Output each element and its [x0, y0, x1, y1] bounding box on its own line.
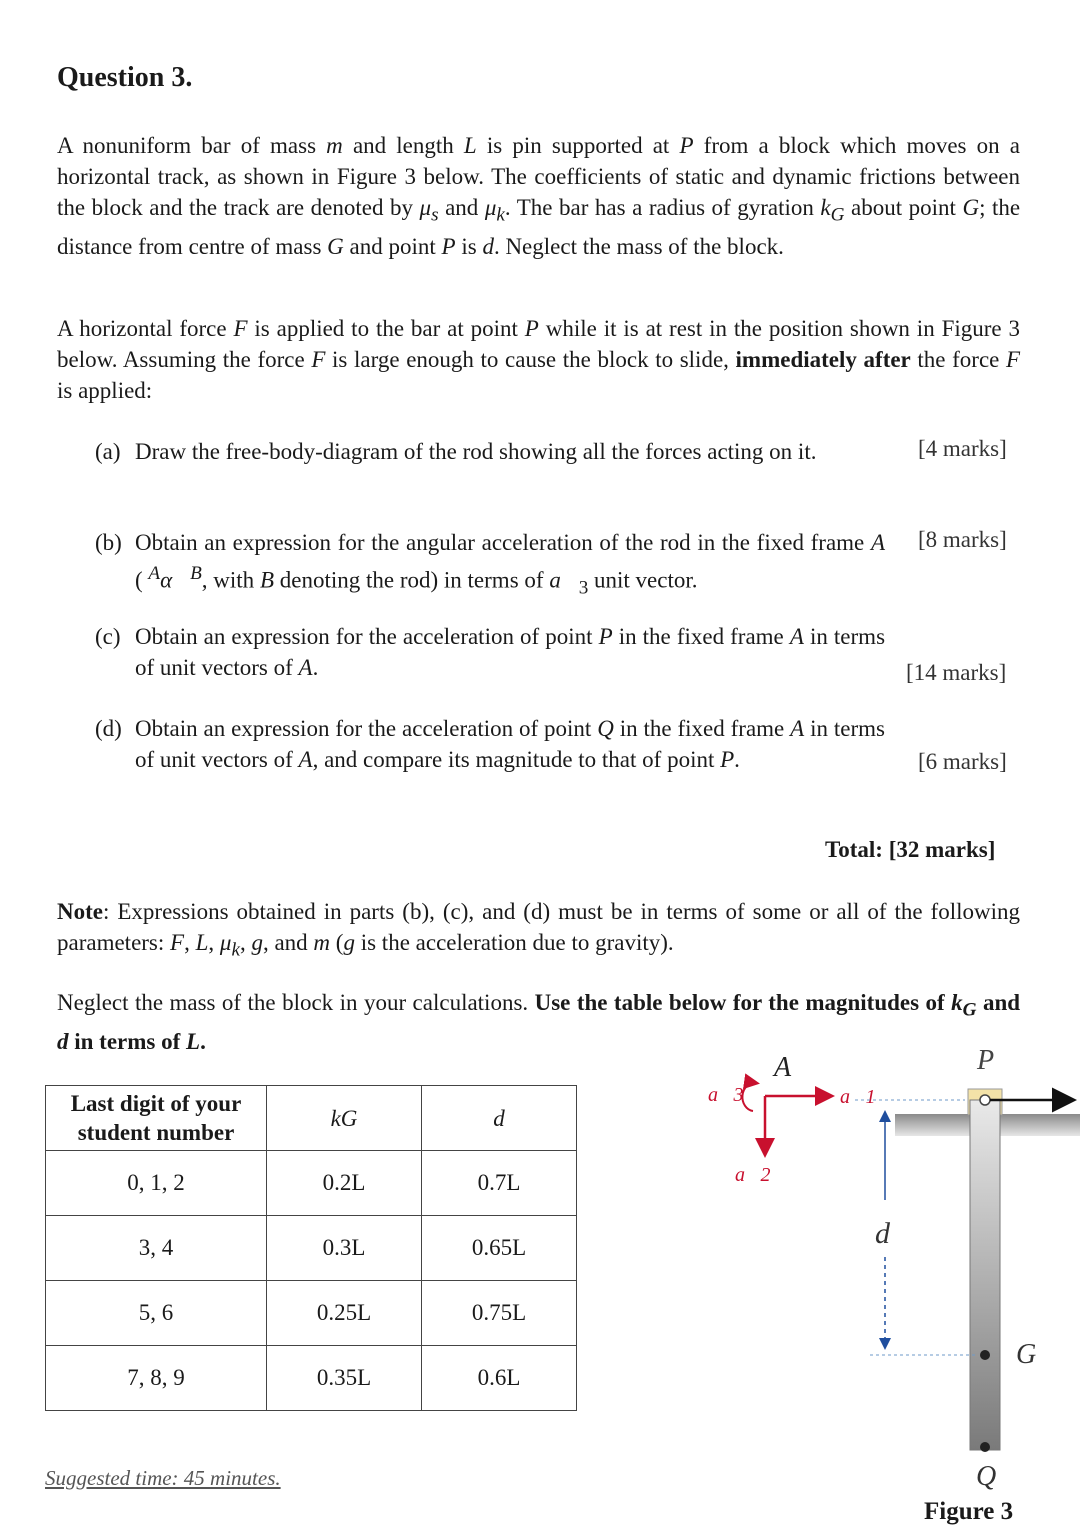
tip-label: Q — [976, 1461, 997, 1492]
parameter-table — [45, 1085, 577, 1411]
table-cell: 5, 6 — [46, 1281, 267, 1346]
header-d: d — [422, 1086, 577, 1151]
part-c-marks: [14 marks] — [906, 660, 1007, 685]
a3-rotation-arc — [742, 1083, 756, 1111]
note-paragraph: Note: Expressions obtained in parts (b), (c), and (d) must be in terms of some or all of the following parameters: F, L, $\mu_k$, g, and m (g is the acceleration due to gravity). — [57, 899, 1020, 961]
question-title: Question 3. — [57, 62, 193, 93]
table-cell: 0.25L — [267, 1281, 422, 1346]
part-a: (a) Draw the free-body-diagram of the rod showing all the forces acting on it. — [95, 439, 817, 464]
table-cell: 7, 8, 9 — [46, 1346, 267, 1411]
table-cell: 0.65L — [422, 1216, 577, 1281]
table-cell: 0.6L — [422, 1346, 577, 1411]
part-d-marks: [6 marks] — [918, 749, 1007, 774]
total-marks: Total: [32 marks] — [825, 837, 996, 862]
point-q — [980, 1442, 990, 1452]
table-cell: 0, 1, 2 — [46, 1151, 267, 1216]
figure-caption: Figure 3 — [924, 1498, 1014, 1525]
part-a-marks: [4 marks] — [918, 436, 1007, 461]
neglect-paragraph: Neglect the mass of the block in your calculations. Use the table below for the magnitudes of $k_G$ and d in terms of L. — [57, 990, 1021, 1054]
table-row — [46, 1151, 577, 1216]
table-row — [46, 1216, 577, 1281]
part-d: (d) Obtain an expression for the acceleration of point Q in the fixed frame A in terms of unit vectors of A, and compare its magnitude to that of point P. — [95, 716, 886, 772]
frame-a-triad — [708, 1052, 876, 1186]
a1-label: a⃗1 — [840, 1086, 876, 1108]
force-paragraph: A horizontal force F is applied to the bar at point P while it is at rest in the position shown in Figure 3 below. Assuming the force F is large enough to cause the block to slide, immediately after the force F is applied: — [57, 316, 1021, 403]
table-cell: 0.75L — [422, 1281, 577, 1346]
frame-label: A — [774, 1052, 792, 1083]
table-cell: 0.2L — [267, 1151, 422, 1216]
distance-label: d — [875, 1217, 890, 1250]
cm-label: G — [1016, 1339, 1037, 1370]
table-cell: 0.35L — [267, 1346, 422, 1411]
table-header-row — [46, 1086, 577, 1151]
table-cell: 0.7L — [422, 1151, 577, 1216]
part-b-marks: [8 marks] — [918, 527, 1007, 552]
pin-label: P — [977, 1045, 995, 1076]
nonuniform-bar — [970, 1100, 1000, 1450]
part-b: (b) Obtain an expression for the angular acceleration of the rod in the fixed frame A ( $^A$α⃗$^B$, with B denoting the rod) in terms of $a⃗_3$ unit vector. — [95, 530, 885, 599]
header-digit: Last digit of your student number — [46, 1086, 267, 1151]
intro-paragraph: A nonuniform bar of mass m and length L is pin supported at P from a block which moves on a horizontal track, as shown in Figure 3 below. The coefficients of static and dynamic frictions between the block and the track are denoted by $\mu_s$ and $\mu_k$. The bar has a radius of gyration $k_G$ about point G; the distance from centre of mass G and point P is d. Neglect the mass of the block. — [57, 133, 1021, 259]
figure-3-diagram — [690, 1045, 1080, 1495]
pin-p — [980, 1095, 990, 1105]
table-cell: 0.3L — [267, 1216, 422, 1281]
table-cell: 3, 4 — [46, 1216, 267, 1281]
header-kg: kG — [267, 1086, 422, 1151]
suggested-time: Suggested time: 45 minutes. — [45, 1466, 281, 1490]
table-row — [46, 1346, 577, 1411]
a2-label: a⃗2 — [735, 1164, 771, 1186]
part-c: (c) Obtain an expression for the acceleration of point P in the fixed frame A in terms of unit vectors of A. — [95, 624, 886, 680]
a3-label: a⃗3 — [708, 1084, 744, 1106]
center-of-mass-g — [980, 1350, 990, 1360]
table-row — [46, 1281, 577, 1346]
